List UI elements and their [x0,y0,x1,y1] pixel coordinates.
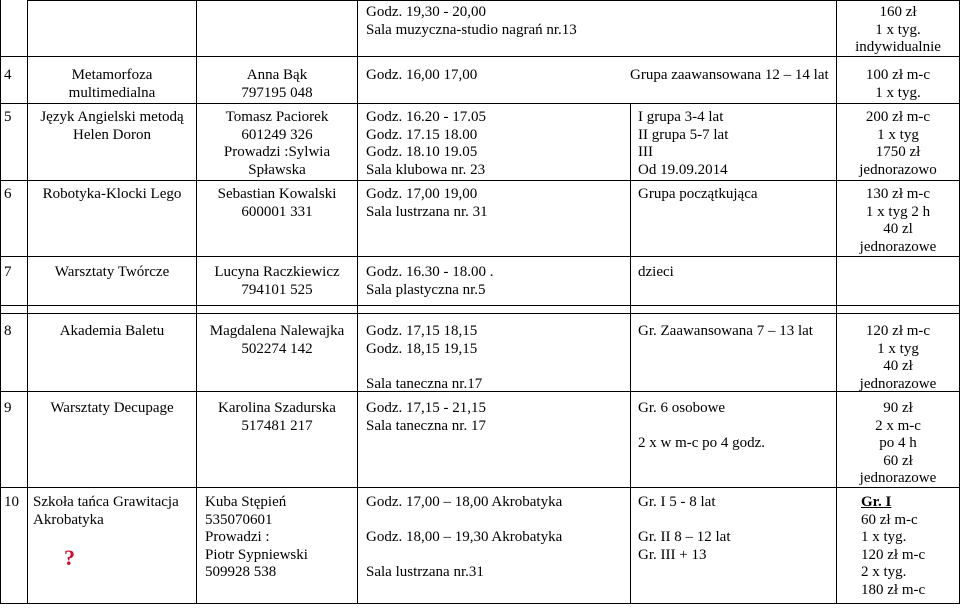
hours-cell [366,109,486,179]
price-line: 1 x tyg [877,340,919,357]
group-line: Gr. Zaawansowana 7 – 13 lat [638,323,813,339]
instructor-cell [197,323,357,358]
price-line: 1750 zł [875,144,921,160]
instructor-cell [197,109,357,179]
price-line: jednorazowe [859,470,937,486]
activity-name-line: Metamorfoza [71,67,153,83]
table-rule [0,487,960,488]
hours-line: Godz. 17,00 – 18,00 Akrobatyka [366,494,563,510]
price-cell [837,323,959,393]
hours-line: Godz. 16.20 - 17.05 [366,109,486,125]
price-cell [837,67,959,102]
price-line: 1 x tyg. [875,21,921,38]
group-line: Gr. II 8 – 12 lat [638,529,731,545]
activity-name-line: Akrobatyka [33,511,104,528]
price-line: 1 x tyg. [875,84,921,101]
price-line: 90 zł [883,400,913,416]
instructor-line: 601249 326 [241,126,313,143]
instructor-line: Kuba Stępień [205,494,287,510]
hours-cell [366,186,488,221]
hours-cell [366,494,562,582]
activity-name-line: Szkoła tańca Grawitacja [33,494,179,510]
price-line: jednorazowe [859,375,937,392]
instructor-line: Spławska [248,161,306,178]
hours-line: Godz. 18,15 19,15 [366,340,478,357]
price-line: 1 x tyg 2 h [865,203,931,220]
activity-name-line: Akademia Baletu [59,323,165,339]
group-cell [630,67,829,85]
hours-line: Godz. 17,15 18,15 [366,323,478,339]
hours-line: Godz. 18.10 19.05 [366,144,478,160]
group-line: III [638,144,653,160]
price-line: 1 x tyg. [861,529,907,545]
activity-name [28,109,196,144]
group-cell [638,264,674,282]
price-line: 200 zł m-c [865,109,931,125]
instructor-line: 600001 331 [241,203,313,220]
group-line: Gr. III + 13 [638,546,707,563]
instructor-line: 535070601 [205,511,273,528]
hours-line [366,547,562,565]
hours-line: Sala lustrzana nr.31 [366,564,484,580]
hours-line: Godz. 17,00 19,00 [366,186,478,202]
instructor-line: Prowadzi : [205,529,270,545]
group-line: Grupa początkująca [638,186,758,202]
group-line: Gr. 6 osobowe [638,400,726,416]
instructor-cell [197,67,357,102]
activity-name [28,264,196,282]
instructor-line: Prowadzi :Sylwia [223,144,331,160]
table-rule [630,103,631,604]
table-rule [0,56,960,57]
table-rule [0,256,960,257]
price-line: jednorazowo [859,161,937,178]
hours-line: Sala lustrzana nr. 31 [366,203,488,220]
hours-cell [366,67,477,85]
instructor-line: Magdalena Nalewajka [209,323,345,339]
group-line: II grupa 5-7 lat [638,126,729,143]
group-line: Gr. I 5 - 8 lat [638,494,716,510]
hours-line: Godz. 17,15 - 21,15 [366,400,486,416]
price-line: indywidualnie [855,39,941,55]
price-line: 120 zł m-c [865,323,931,339]
row-number: 7 [4,264,12,280]
hours-cell [366,400,486,435]
instructor-line: 794101 525 [241,281,313,298]
row-number: 4 [4,67,12,83]
activity-name [28,67,196,102]
table-rule [27,0,960,1]
instructor-line: Lucyna Raczkiewicz [214,264,340,280]
activity-name-line: multimedialna [68,84,156,101]
group-line: I grupa 3-4 lat [638,109,724,125]
activity-name-line: Helen Doron [73,126,151,143]
hours-line: Godz. 16,00 17,00 [366,67,478,83]
hours-line: Godz. 17.15 18.00 [366,126,478,143]
hours-line: Sala taneczna nr. 17 [366,417,486,434]
instructor-line: Anna Bąk [246,67,308,83]
table-rule [0,305,960,306]
instructor-line: Piotr Sypniewski [205,546,308,563]
price-line: 40 zl [883,221,913,237]
row-number: 6 [4,186,12,202]
activity-name-line: Robotyka-Klocki Lego [42,186,182,202]
row-number: 10 [4,494,19,510]
price-cell [837,400,959,488]
activity-name-line: Język Angielski metodą [40,109,184,125]
price-line: 100 zł m-c [865,67,931,83]
activity-name [28,186,196,204]
row-number: 8 [4,323,12,339]
price-line: po 4 h [879,435,917,451]
table-rule [0,313,960,314]
table-rule [0,103,960,104]
group-line: Grupa zaawansowana 12 – 14 lat [630,67,829,83]
price-cell [861,494,925,599]
price-cell [837,109,959,179]
price-line: 130 zł m-c [865,186,931,202]
instructor-line: 517481 217 [241,417,313,434]
instructor-cell [197,400,357,435]
price-line: jednorazowe [859,238,937,255]
hours-line: Godz. 19,30 - 20,00 [366,4,486,20]
row-number: 5 [4,109,12,125]
instructor-line: 509928 538 [205,564,277,580]
price-group-heading: Gr. I [861,494,892,510]
activity-name-line: Warsztaty Twórcze [54,264,170,280]
table-rule [0,0,1,604]
price-line: 160 zł [879,4,917,20]
hours-line: Sala taneczna nr.17 [366,375,483,392]
hours-line [366,358,482,376]
price-line: 60 zł [883,452,913,469]
group-cell [638,109,728,179]
group-cell [638,400,765,453]
group-line [638,512,730,530]
hours-line: Sala muzyczna-studio nagrań nr.13 [366,21,577,38]
question-mark-icon: ? [64,545,75,570]
instructor-line: 797195 048 [241,84,313,101]
table-rule [0,603,960,604]
instructor-line: Sebastian Kowalski [217,186,337,202]
table-rule [0,180,960,181]
price-line: 1 x tyg [877,126,919,143]
group-line [638,418,765,436]
price-cell [837,186,959,256]
price-line: 120 zł m-c [861,546,926,563]
row-number: 9 [4,400,12,416]
group-line: 2 x w m-c po 4 godz. [638,435,766,451]
group-cell [638,323,813,341]
price-cell [837,4,959,57]
price-line: 40 zł [883,358,913,374]
activity-name [33,494,179,529]
activity-name [28,400,196,418]
instructor-cell [197,186,357,221]
group-line: Od 19.09.2014 [638,161,728,178]
instructor-cell [205,494,308,582]
instructor-line: Karolina Szadurska [218,400,336,416]
price-line: 2 x tyg. [861,564,907,580]
hours-cell [366,4,577,39]
group-cell [638,186,758,204]
price-line: 180 zł m-c [861,581,926,598]
activity-name [28,323,196,341]
table-rule [357,0,358,604]
hours-line: Godz. 18,00 – 19,30 Akrobatyka [366,529,563,545]
price-line: 60 zł m-c [861,511,918,528]
group-cell [638,494,730,564]
instructor-line: 502274 142 [241,340,313,357]
hours-cell [366,264,494,299]
instructor-cell [197,264,357,299]
price-line: 2 x m-c [875,417,921,434]
hours-cell [366,323,482,393]
hours-line: Sala klubowa nr. 23 [366,161,486,178]
instructor-line: Tomasz Paciorek [225,109,329,125]
hours-line: Godz. 16.30 - 18.00 . [366,264,494,280]
activity-name-line: Warsztaty Decupage [50,400,174,416]
hours-line [366,512,562,530]
group-line: dzieci [638,264,674,280]
hours-line: Sala plastyczna nr.5 [366,281,486,298]
